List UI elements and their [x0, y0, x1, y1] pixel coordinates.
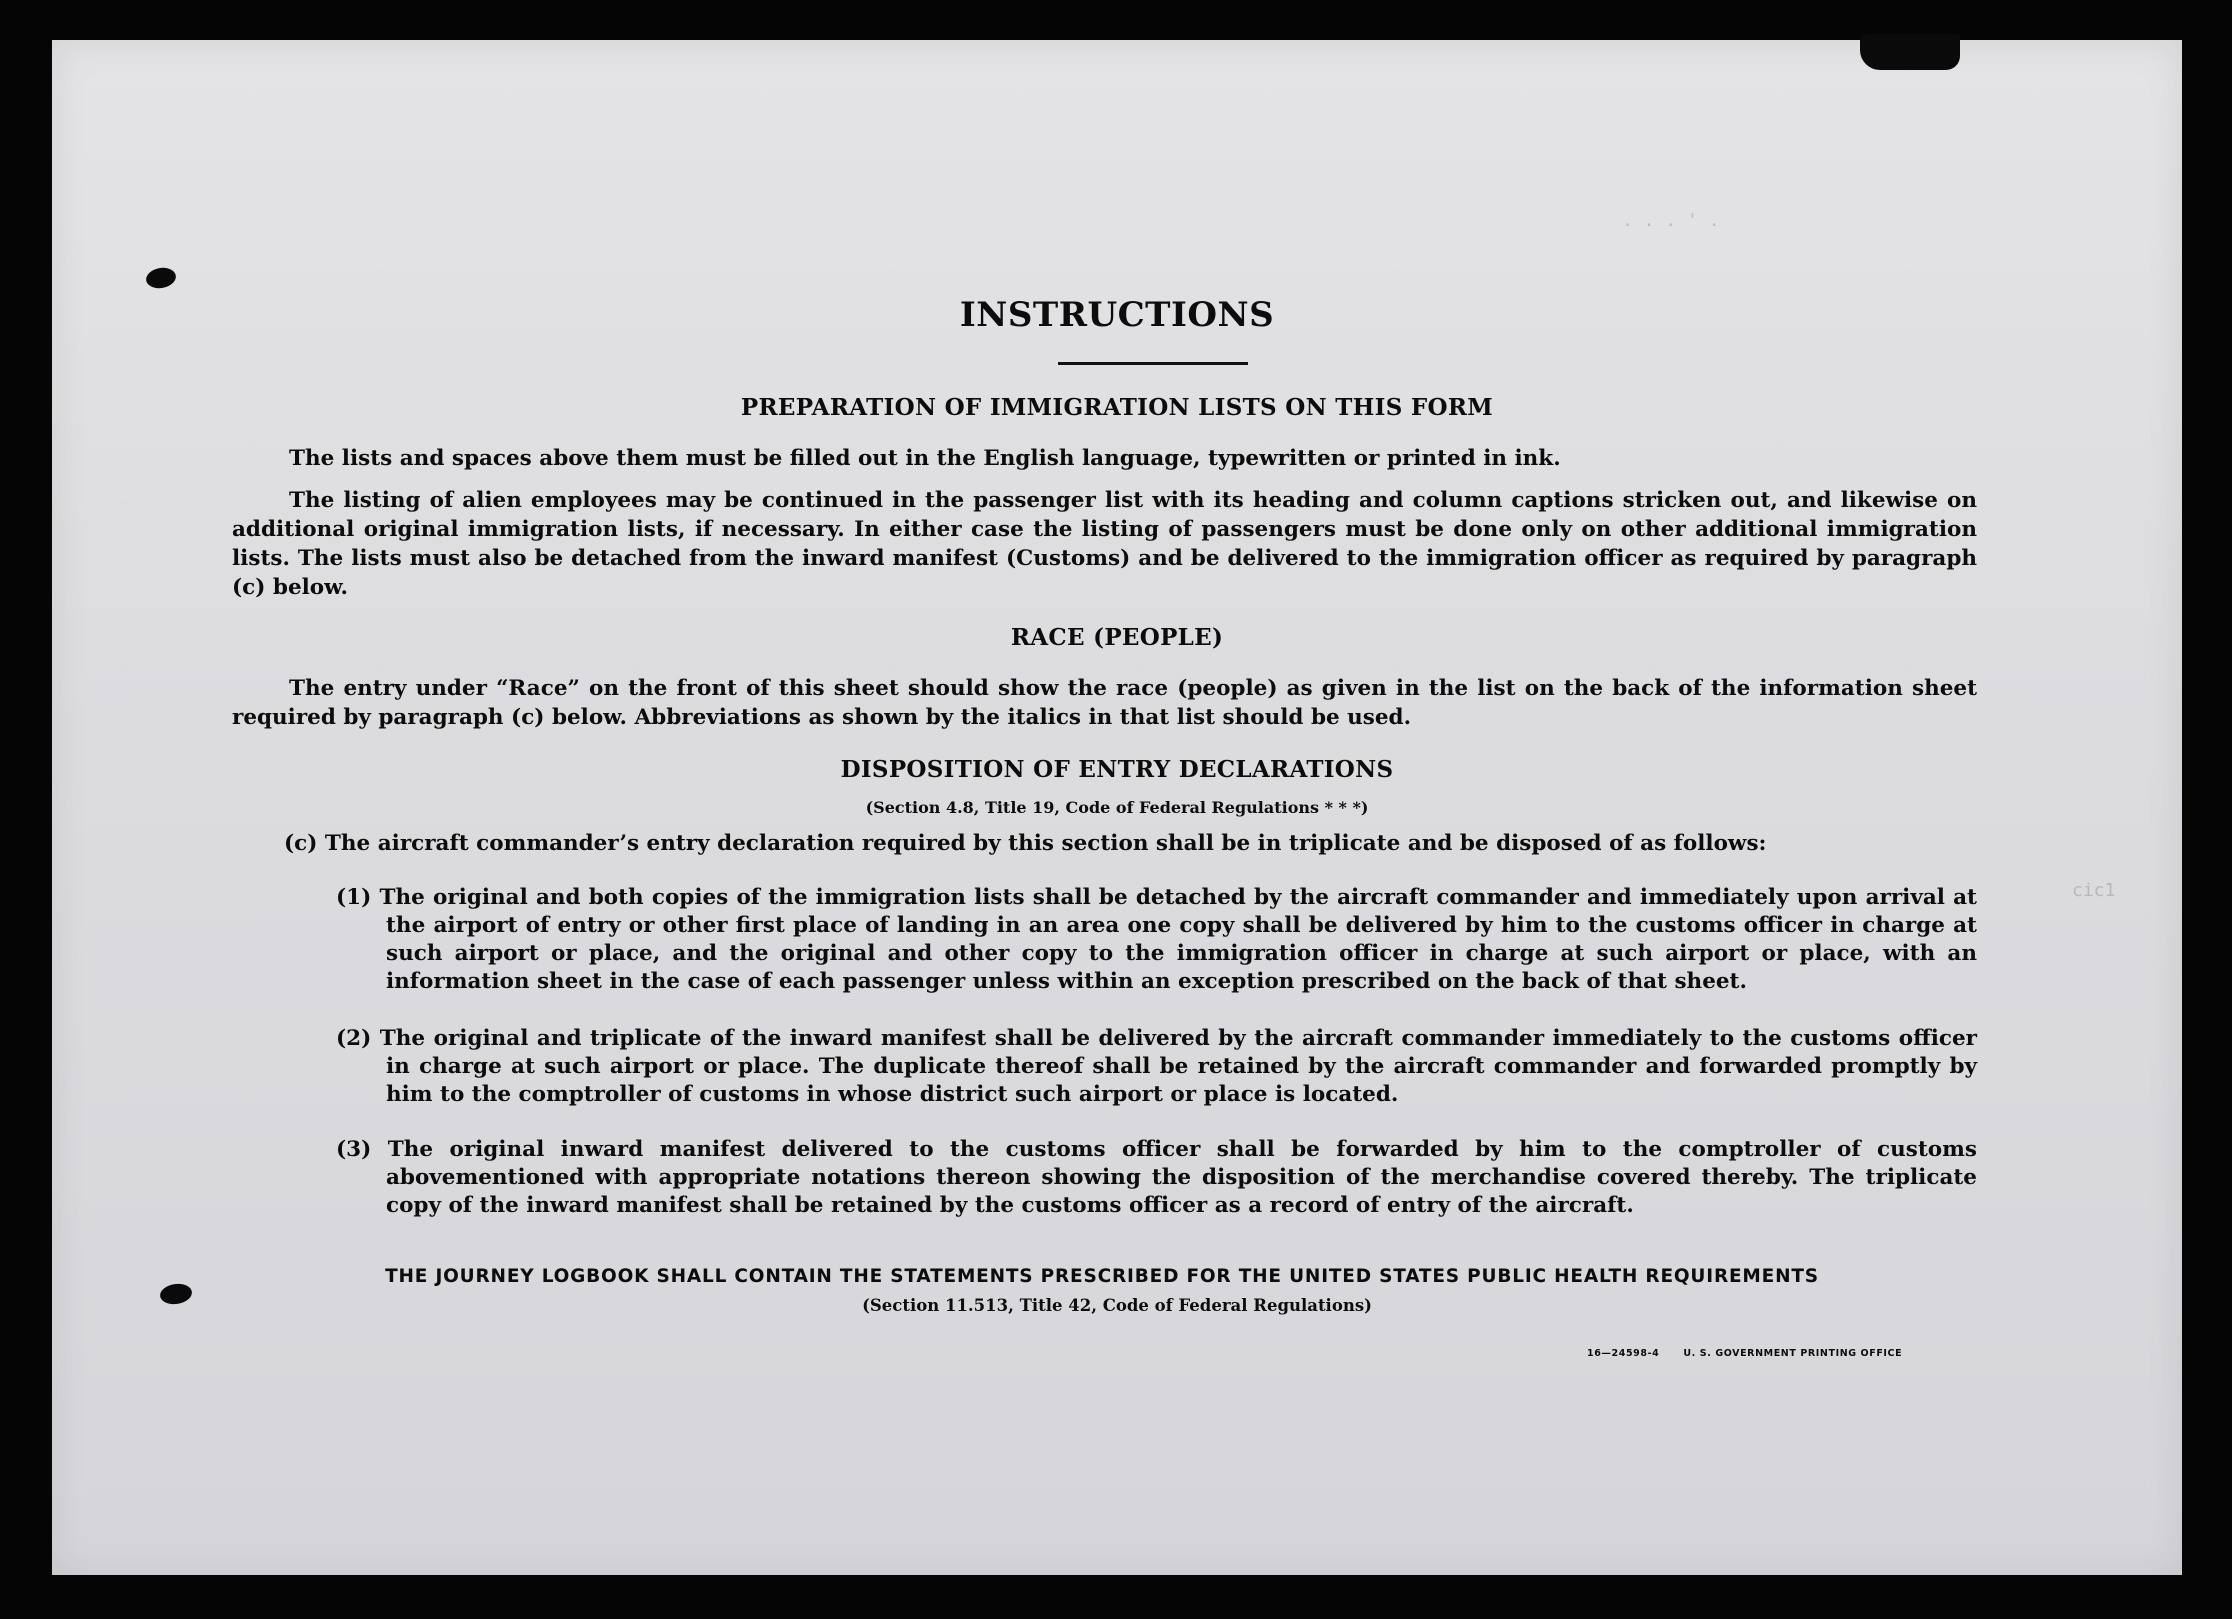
- section-heading-race: RACE (PEOPLE): [1010, 624, 1224, 651]
- paragraph-preparation-1: [232, 444, 1977, 473]
- footer-requirement-line: THE JOURNEY LOGBOOK SHALL CONTAIN THE STATEMENTS PRESCRIBED FOR THE UNITED STATES PUBLIC HEALTH REQUIREMENTS: [385, 1266, 1819, 1287]
- paragraph-disposition-intro: (c) The aircraft commander’s entry declaration required by this section shall be in triplicate and be disposed of as follows:: [284, 831, 1767, 856]
- section-heading-disposition: DISPOSITION OF ENTRY DECLARATIONS: [840, 756, 1394, 783]
- paragraph-text: The entry under “Race” on the front of this sheet should show the race (people) as given in the list on the back of the information sheet required by paragraph (c) below. Abbreviations as shown by the italics in that list should be used.: [232, 676, 1977, 730]
- ink-blot-top-right: [1860, 34, 1960, 70]
- paragraph-text: The lists and spaces above them must be filled out in the English language, typewritten or printed in ink.: [289, 446, 1561, 471]
- printer-name: U. S. GOVERNMENT PRINTING OFFICE: [1683, 1348, 1903, 1359]
- list-item-2: (2) The original and triplicate of the inward manifest shall be delivered by the aircraft commander immediately to the customs officer in charge at such airport or place. The duplicate thereof shall be retained by the aircraft commander and forwarded promptly by him to the comptroller of customs in whose district such airport or place is located.: [336, 1026, 1977, 1107]
- paragraph-preparation-2: [232, 486, 1977, 602]
- paragraph-text: The listing of alien employees may be continued in the passenger list with its heading and column captions stricken out, and likewise on additional original immigration lists, if necessary. In either case the listing of passengers must be done only on other additional immigration lists. The lists must also be detached from the inward manifest (Customs) and be delivered to the immigration officer as required by paragraph (c) below.: [232, 488, 1977, 600]
- bleed-through-text: . . . ' .: [1622, 210, 1720, 231]
- paragraph-race: [232, 674, 1977, 732]
- page-title: INSTRUCTIONS: [959, 295, 1275, 335]
- form-number: 16—24598-4: [1587, 1348, 1660, 1359]
- ink-blot-left: [144, 266, 177, 291]
- document-page: [52, 40, 2182, 1575]
- list-item-1: (1) The original and both copies of the immigration lists shall be detached by the aircraft commander and immediately upon arrival at the airport of entry or other first place of landing in an area one copy shall be delivered by him to the customs officer in charge at such airport or place, and the original and other copy to the immigration officer in charge at such airport or place, with an information sheet in the case of each passenger unless within an exception prescribed on the back of that sheet.: [336, 885, 1977, 994]
- footer-citation: (Section 11.513, Title 42, Code of Federal Regulations): [862, 1296, 1372, 1315]
- section-citation-disposition: (Section 4.8, Title 19, Code of Federal Regulations * * *): [865, 798, 1369, 817]
- section-heading-preparation: PREPARATION OF IMMIGRATION LISTS ON THIS FORM: [740, 394, 1494, 421]
- list-item-3: (3) The original inward manifest delivered to the customs officer shall be forwarded by him to the comptroller of customs abovementioned with appropriate notations thereon showing the disposition of the merchandise covered thereby. The triplicate copy of the inward manifest shall be retained by the customs officer as a record of entry of the aircraft.: [336, 1137, 1977, 1218]
- print-info: [1587, 1348, 1926, 1359]
- bleed-through-text-2: cic1: [2072, 880, 2116, 901]
- title-underline: [1058, 362, 1248, 365]
